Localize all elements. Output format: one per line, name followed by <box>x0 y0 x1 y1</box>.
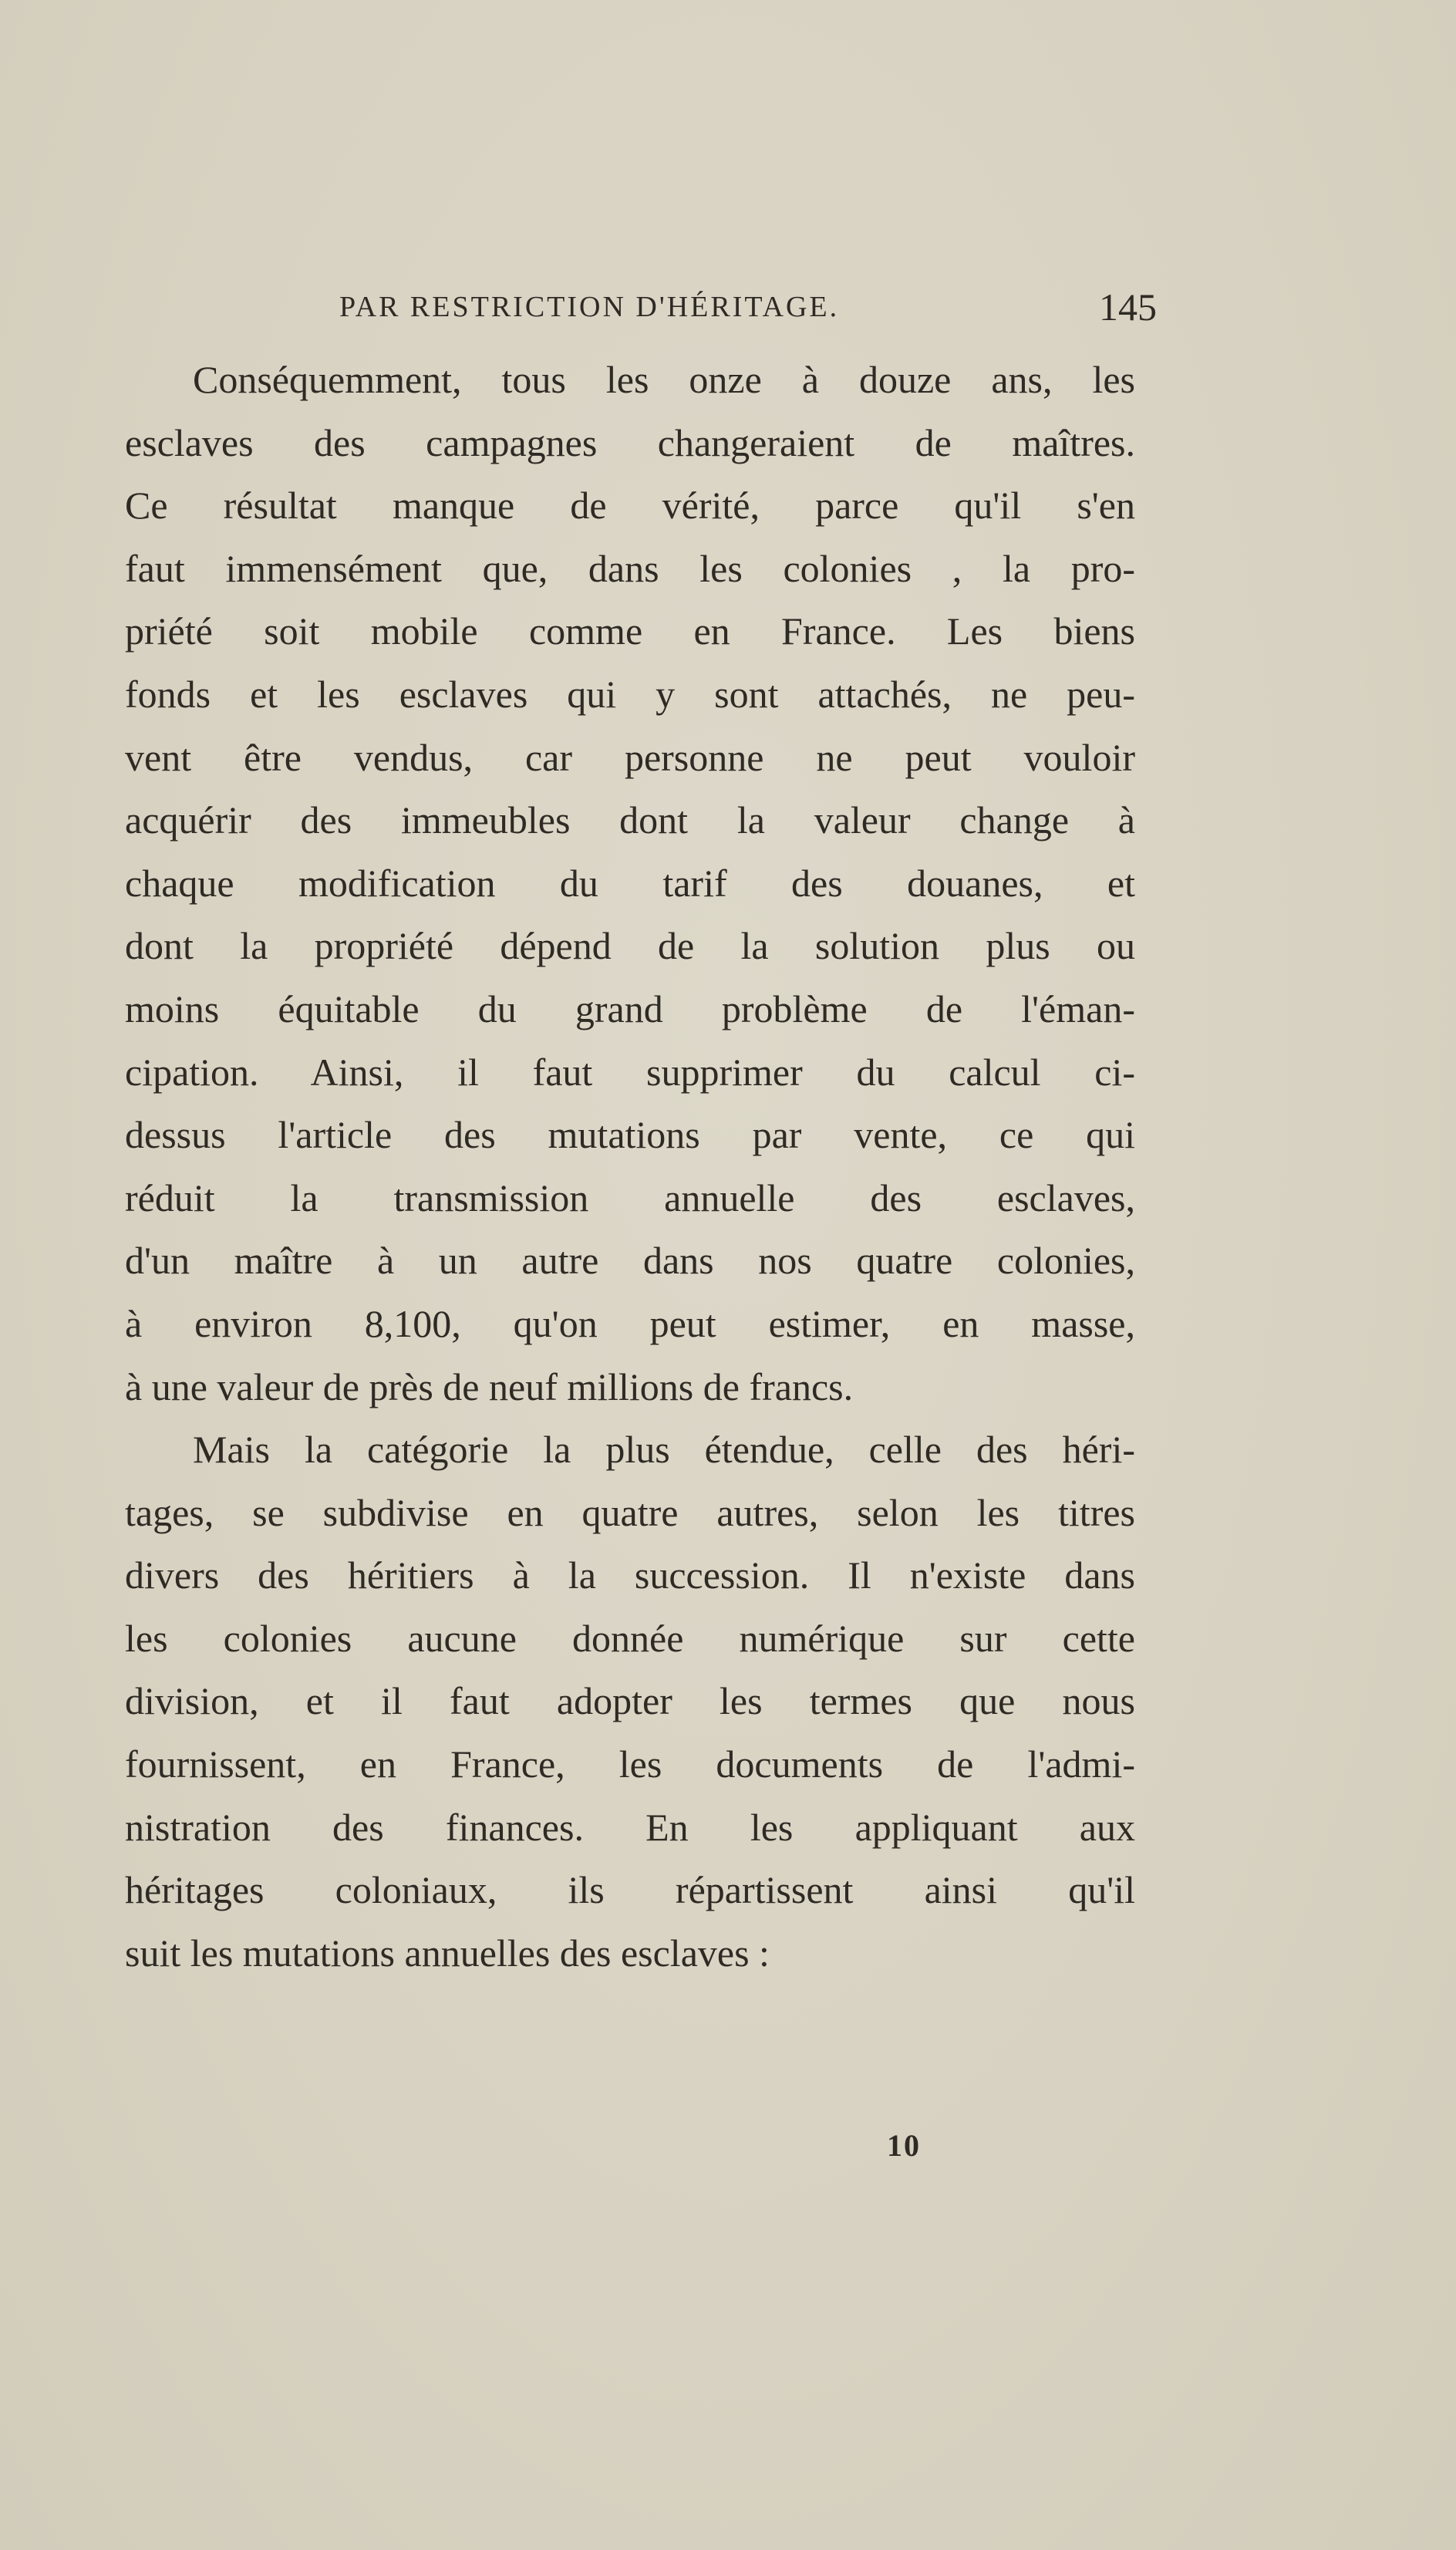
signature-mark: 10 <box>887 2128 921 2163</box>
text-line: dont la propriété dépend de la solution plus ou <box>125 924 1135 968</box>
text-line: d'un maître à un autre dans nos quatre colonies, <box>125 1239 1135 1283</box>
text-line: les colonies aucune donnée numérique sur cette <box>125 1616 1135 1660</box>
text-line: chaque modification du tarif des douanes, et <box>125 861 1135 905</box>
page-header <box>339 284 1157 330</box>
text-line: Conséquemment, tous les onze à douze ans, les <box>193 358 1135 401</box>
text-line: dessus l'article des mutations par vente, ce qui <box>125 1113 1135 1157</box>
text-line: priété soit mobile comme en France. Les biens <box>125 609 1135 653</box>
text-line: division, et il faut adopter les termes que nous <box>125 1679 1135 1723</box>
text-line: suit les mutations annuelles des esclaves : <box>125 1931 770 1975</box>
text-line: cipation. Ainsi, il faut supprimer du calcul ci- <box>125 1050 1135 1094</box>
text-line: esclaves des campagnes changeraient de maîtres. <box>125 420 1135 464</box>
text-line: Ce résultat manque de vérité, parce qu'il s'en <box>125 484 1135 528</box>
text-line: héritages coloniaux, ils répartissent ainsi qu'il <box>125 1868 1135 1912</box>
text-line: réduit la transmission annuelle des esclaves, <box>125 1175 1135 1219</box>
text-line: nistration des finances. En les appliquant aux <box>125 1805 1135 1849</box>
text-line: moins équitable du grand problème de l'éman- <box>125 987 1135 1030</box>
text-line: fournissent, en France, les documents de l'admi- <box>125 1742 1135 1786</box>
body-text <box>125 349 1135 1985</box>
text-line: vent être vendus, car personne ne peut vouloir <box>125 735 1135 779</box>
text-line: faut immensément que, dans les colonies , la pro- <box>125 546 1135 590</box>
text-line: fonds et les esclaves qui y sont attachés, ne peu- <box>125 672 1135 716</box>
text-line: à environ 8,100, qu'on peut estimer, en masse, <box>125 1301 1135 1345</box>
text-line: à une valeur de près de neuf millions de francs. <box>125 1364 854 1408</box>
text-line: acquérir des immeubles dont la valeur change à <box>125 798 1135 842</box>
text-line: tages, se subdivise en quatre autres, selon les titres <box>125 1490 1135 1534</box>
running-head: PAR RESTRICTION D'HÉRITAGE. <box>339 291 840 323</box>
text-line: Mais la catégorie la plus étendue, celle des héri- <box>193 1428 1135 1472</box>
page-number: 145 <box>1099 285 1157 329</box>
text-line: divers des héritiers à la succession. Il n'existe dans <box>125 1553 1135 1597</box>
